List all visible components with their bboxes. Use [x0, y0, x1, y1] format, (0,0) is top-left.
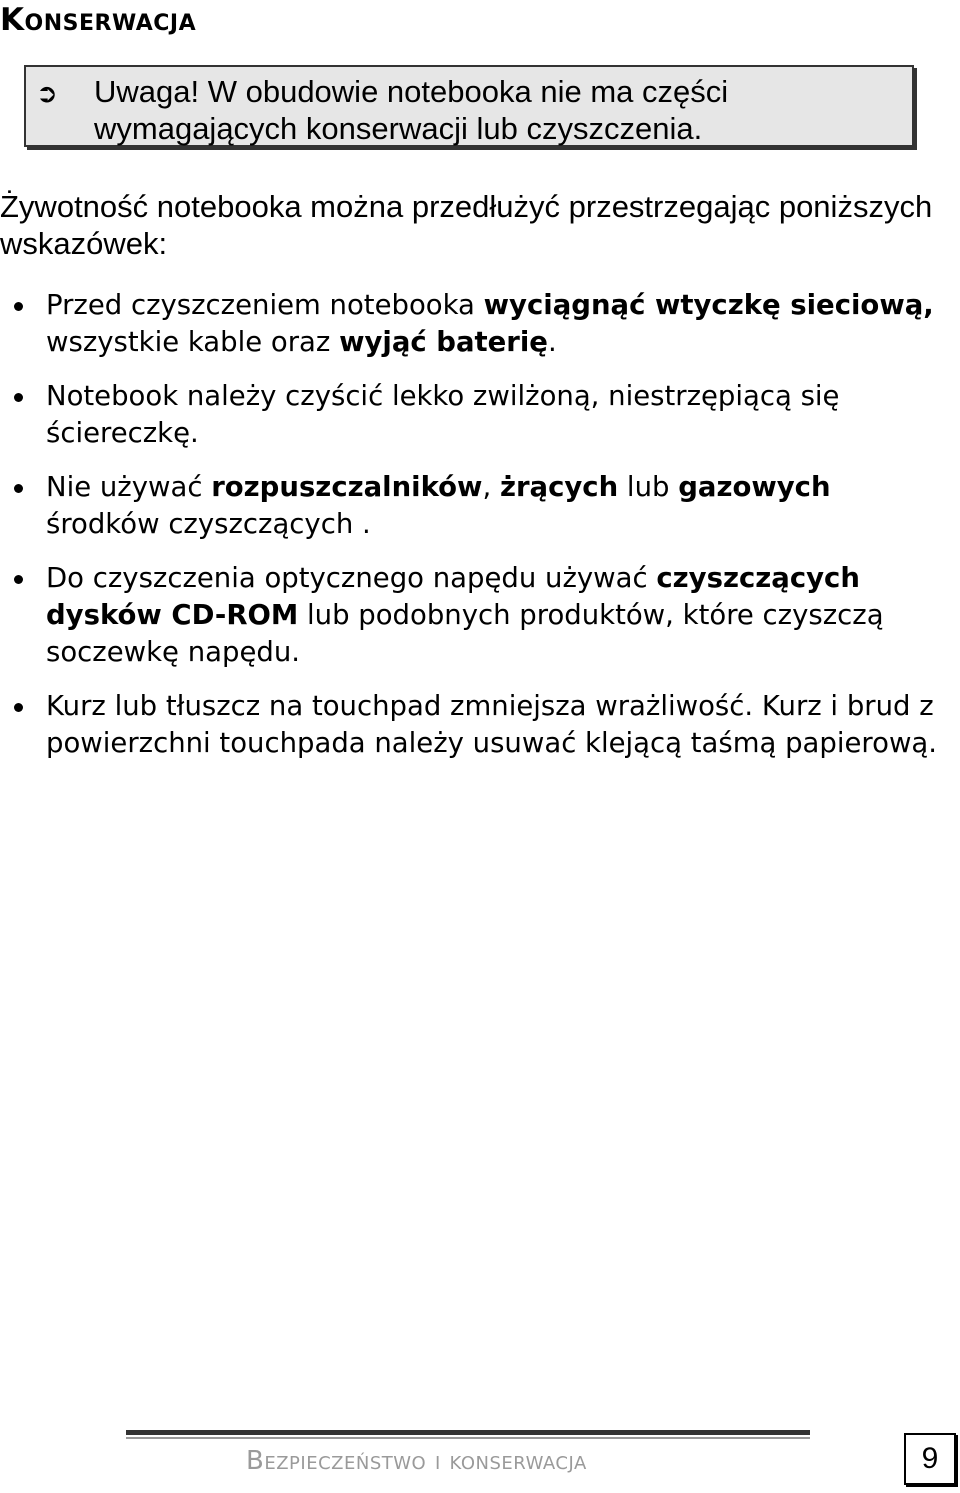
page-number: 9 [904, 1433, 956, 1485]
note-text: Uwaga! W obudowie notebooka nie ma części wymagających konserwacji lub czyszczenia. [94, 74, 729, 146]
text: Kurz lub tłuszcz na touchpad zmniejsza wrażliwość. Kurz i brud z powierzchni touchpada należy usuwać klejącą taśmą papierową. [46, 690, 938, 759]
list-item [0, 469, 950, 543]
text: wszystkie kable oraz [46, 326, 340, 358]
text: Przed czyszczeniem notebooka [46, 289, 484, 321]
text: . [547, 326, 557, 358]
text: środków czyszczących . [46, 508, 371, 540]
note-box [24, 65, 914, 147]
page-title: Konserwacja [0, 2, 197, 38]
footer-rule-shadow [126, 1437, 810, 1439]
bullet-icon [14, 393, 23, 402]
footer-section-title: Bezpieczeństwo i konserwacja [246, 1446, 587, 1476]
bold-text: czyszczących dysków CD-ROM [46, 562, 860, 631]
bullet-icon [14, 302, 23, 311]
text: Nie używać [46, 471, 212, 503]
text: Notebook należy czyścić lekko zwilżoną, niestrzępiącą się ściereczkę. [46, 380, 840, 449]
footer-rule [126, 1430, 810, 1435]
bold-text: wyjąć baterię [339, 326, 548, 358]
bold-text: wyciągnąć wtyczkę sieciową, [483, 289, 934, 321]
bold-text: rozpuszczalników [211, 471, 483, 503]
list-item [0, 287, 950, 361]
tips-list [0, 287, 950, 779]
list-item [0, 688, 950, 762]
text: , [482, 471, 500, 503]
bold-text: gazowych [678, 471, 831, 503]
text: Do czyszczenia optycznego napędu używać [46, 562, 657, 594]
bold-text: żrących [499, 471, 619, 503]
intro-paragraph: Żywotność notebooka można przedłużyć przestrzegając poniższych wskazówek: [0, 189, 933, 261]
text: lub podobnych produktów, które czyszczą soczewkę napędu. [46, 599, 884, 668]
arrow-icon: ➲ [36, 79, 58, 109]
text: lub [618, 471, 679, 503]
bullet-icon [14, 703, 23, 712]
bullet-icon [14, 484, 23, 493]
list-item [0, 378, 950, 452]
list-item [0, 560, 950, 671]
bullet-icon [14, 575, 23, 584]
